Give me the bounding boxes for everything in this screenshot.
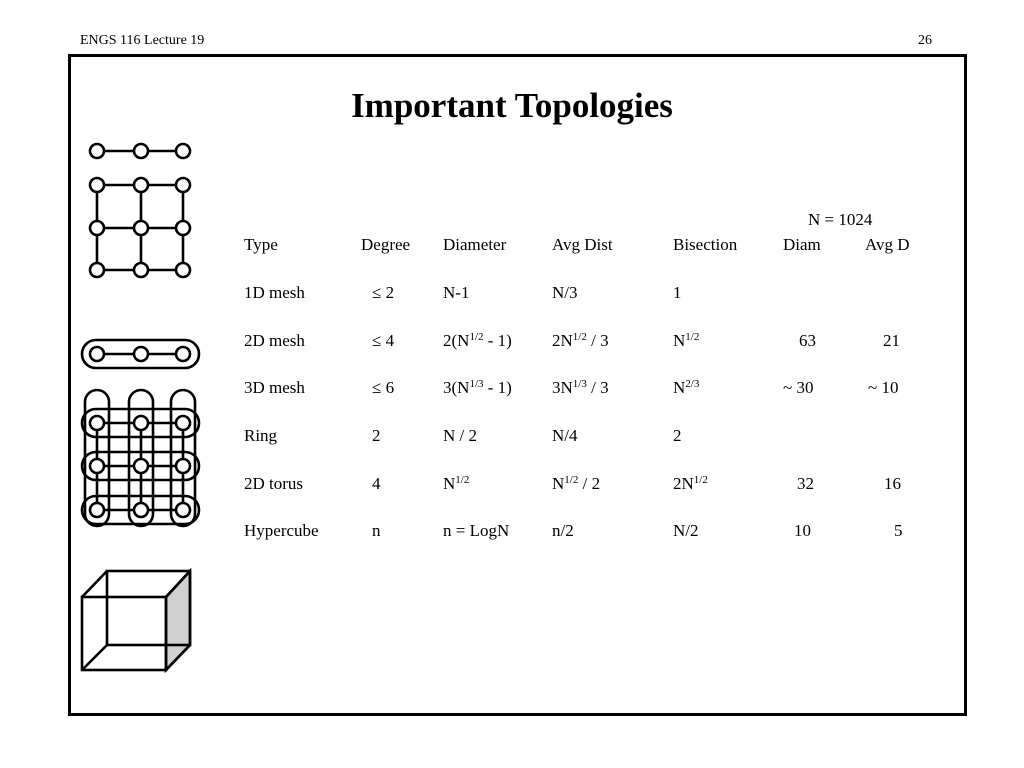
row-diameter: n = LogN xyxy=(443,521,510,540)
row-type: Hypercube xyxy=(244,521,319,540)
row-type: 2D torus xyxy=(244,474,304,493)
row-bisection: $2N^{1/2}$ xyxy=(673,474,708,493)
2d-mesh-diagram xyxy=(90,178,190,277)
row-bisection: N/2 xyxy=(673,521,699,540)
column-header-degree: Degree xyxy=(361,235,411,254)
course-header: ENGS 116 Lecture 19 xyxy=(80,33,205,48)
row-type: 2D mesh xyxy=(244,331,305,350)
row-diameter: N / 2 xyxy=(443,426,477,445)
row-diam: ~ 30 xyxy=(783,378,814,397)
row-degree: ≤ 4 xyxy=(372,331,395,350)
hypercube-diagram xyxy=(82,571,190,670)
row-bisection: 1 xyxy=(673,283,682,302)
row-avg-d: 21 xyxy=(883,331,900,350)
row-diam: 63 xyxy=(799,331,816,350)
row-degree: 2 xyxy=(372,426,381,445)
row-degree: n xyxy=(372,521,381,540)
column-header-diam: Diam xyxy=(783,235,821,254)
row-avg-dist: $N^{1/2} / 2$ xyxy=(552,474,601,493)
row-avg-dist: N/3 xyxy=(552,283,578,302)
n-1024-header: N = 1024 xyxy=(808,210,873,229)
row-diameter: $N^{1/2}$ xyxy=(443,474,470,493)
1d-mesh-diagram xyxy=(90,144,190,158)
row-diameter: N-1 xyxy=(443,283,470,302)
row-avg-d: 16 xyxy=(884,474,901,493)
row-avg-dist: $3N^{1/3} / 3$ xyxy=(552,378,609,397)
row-avg-d: ~ 10 xyxy=(868,378,899,397)
row-diameter: $3(N^{1/3} - 1)$ xyxy=(443,378,512,397)
row-diam: 32 xyxy=(797,474,814,493)
row-avg-dist: n/2 xyxy=(552,521,574,540)
2d-torus-diagram xyxy=(82,390,199,526)
column-header-avg-dist: Avg Dist xyxy=(552,235,613,254)
row-type: 3D mesh xyxy=(244,378,305,397)
row-type: Ring xyxy=(244,426,278,445)
row-diameter: $2(N^{1/2} - 1)$ xyxy=(443,331,512,350)
column-header-diameter: Diameter xyxy=(443,235,507,254)
column-header-bisection: Bisection xyxy=(673,235,738,254)
row-degree: ≤ 6 xyxy=(372,378,395,397)
row-diam: 10 xyxy=(794,521,811,540)
row-degree: ≤ 2 xyxy=(372,283,395,302)
slide-title: Important Topologies xyxy=(351,86,673,125)
ring-diagram xyxy=(82,340,199,368)
page-number: 26 xyxy=(918,33,932,48)
row-type: 1D mesh xyxy=(244,283,305,302)
column-header-avg-d: Avg D xyxy=(865,235,910,254)
row-bisection: $N^{1/2}$ xyxy=(673,331,700,350)
column-header-type: Type xyxy=(244,235,278,254)
row-avg-d: 5 xyxy=(894,521,903,540)
row-bisection: $N^{2/3}$ xyxy=(673,378,700,397)
row-avg-dist: N/4 xyxy=(552,426,578,445)
row-bisection: 2 xyxy=(673,426,682,445)
row-avg-dist: $2N^{1/2} / 3$ xyxy=(552,331,609,350)
row-degree: 4 xyxy=(372,474,381,493)
